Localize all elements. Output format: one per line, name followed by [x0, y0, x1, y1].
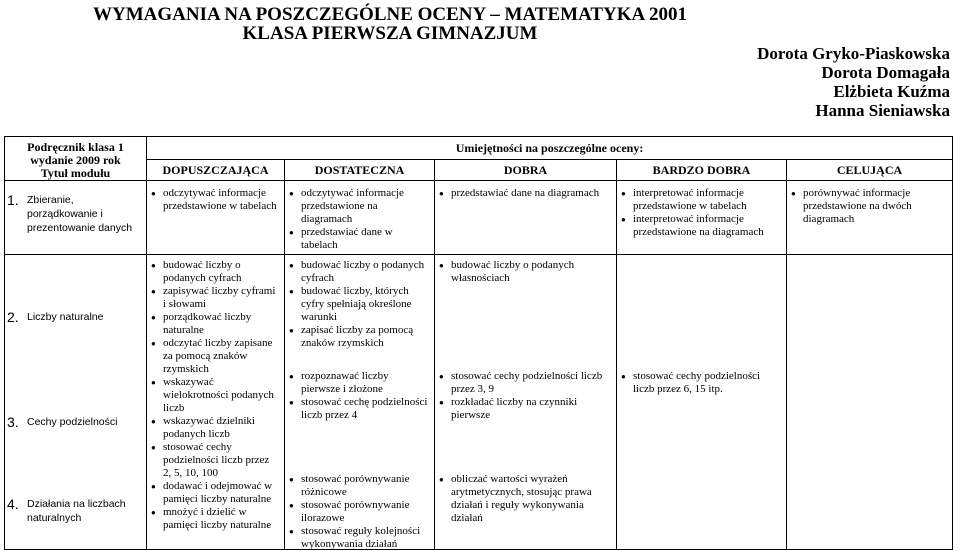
requirement-item: ● stosować reguły kolejności wykonywania działań — [287, 525, 430, 551]
module-name: Liczby naturalne — [27, 311, 104, 323]
module-name: Działania na liczbach naturalnych — [27, 498, 126, 524]
requirement-item: ● stosować porównywanie różnicowe — [287, 473, 430, 499]
requirement-item: ● stosować cechy podzielności liczb przez 6, 15 itp. — [619, 370, 782, 396]
requirement-item: ● odczytywać informacje przedstawione w tabelach — [149, 187, 280, 213]
module-cell — [5, 255, 147, 550]
requirements-cell — [147, 181, 285, 255]
topic-cechy-podzielnosci — [7, 415, 117, 430]
module-number: 1. — [7, 192, 19, 208]
module-name: Zbieranie, porządkowanie i prezentowanie danych — [27, 194, 133, 234]
requirement-item: ● dodawać i odejmować w pamięci liczby naturalne — [149, 480, 280, 506]
topic-dzialania — [7, 497, 137, 525]
requirement-item: ● interpretować informacje przedstawione na diagramach — [619, 213, 782, 239]
author: Dorota Domagała — [821, 63, 950, 82]
requirements-cell — [787, 255, 953, 550]
requirements-cell — [285, 255, 435, 550]
requirement-item: ● zapisywać liczby cyframi i słowami — [149, 285, 280, 311]
module-name: Cechy podzielności — [27, 416, 118, 428]
requirements-cell — [435, 255, 617, 550]
author: Elżbieta Kuźma — [833, 82, 950, 101]
requirements-cell — [787, 181, 953, 255]
requirement-item: ● budować liczby, których cyfry spełniają określone warunki — [287, 285, 430, 324]
requirement-item: ● obliczać wartości wyrażeń arytmetycznych, stosując prawa działań i reguły wykonywania działań — [437, 473, 612, 525]
grade-header-dostateczna: DOSTATECZNA — [285, 160, 435, 181]
grade-header-dopuszczajaca: DOPUSZCZAJĄCA — [147, 160, 285, 181]
requirement-item: ● budować liczby o podanych cyfrach — [149, 259, 280, 285]
module-number: 2. — [7, 309, 19, 325]
requirements-cell — [435, 181, 617, 255]
requirement-item: ● stosować cechy podzielności liczb przez 2, 5, 10, 100 — [149, 441, 280, 480]
requirements-cell — [285, 181, 435, 255]
requirement-item: ● budować liczby o podanych własnościach — [437, 259, 612, 285]
requirement-item: ● porównywać informacje przedstawione na dwóch diagramach — [789, 187, 948, 226]
requirement-item: ● interpretować informacje przedstawione w tabelach — [619, 187, 782, 213]
grade-header-celujaca: CELUJĄCA — [787, 160, 953, 181]
module-header — [5, 137, 147, 181]
requirement-item: ● stosować cechę podzielności liczb przez 4 — [287, 396, 430, 422]
requirement-item: ● wskazywać wielokrotności podanych liczb — [149, 376, 280, 415]
module-cell — [5, 181, 147, 255]
requirement-item: ● wskazywać dzielniki podanych liczb — [149, 415, 280, 441]
author: Dorota Gryko-Piaskowska — [757, 44, 950, 63]
requirements-cell — [617, 255, 787, 550]
requirement-item: ● mnożyć i dzielić w pamięci liczby naturalne — [149, 506, 280, 532]
author: Hanna Sieniawska — [815, 101, 950, 120]
edition-label: wydanie 2009 rok — [30, 153, 121, 167]
document-subtitle: KLASA PIERWSZA GIMNAZJUM — [242, 23, 538, 44]
grade-header-dobra: DOBRA — [435, 160, 617, 181]
requirement-item: ● porządkować liczby naturalne — [149, 311, 280, 337]
requirement-item: ● budować liczby o podanych cyfrach — [287, 259, 430, 285]
requirement-item: ● rozpoznawać liczby pierwsze i złożone — [287, 370, 430, 396]
topic-liczby-naturalne — [7, 310, 103, 325]
module-title-label: Tytuł modułu — [40, 166, 111, 180]
requirement-item: ● stosować porównywanie ilorazowe — [287, 499, 430, 525]
requirements-cell — [617, 181, 787, 255]
textbook-label: Podręcznik klasa 1 — [27, 140, 124, 154]
requirement-item: ● zapisać liczby za pomocą znaków rzymskich — [287, 324, 430, 350]
requirements-table — [4, 136, 953, 550]
authors-list — [757, 44, 950, 120]
requirement-item: ● odczytywać informacje przedstawione na diagramach — [287, 187, 430, 226]
grade-header-bardzo-dobra: BARDZO DOBRA — [617, 160, 787, 181]
requirement-item: ● przedstawiać dane w tabelach — [287, 226, 430, 252]
skills-header: Umiejętności na poszczególne oceny: — [147, 137, 953, 160]
module-number: 3. — [7, 414, 19, 430]
requirement-item: ● odczytać liczby zapisane za pomocą znaków rzymskich — [149, 337, 280, 376]
requirement-item: ● przedstawiać dane na diagramach — [437, 187, 612, 200]
module-number: 4. — [7, 496, 19, 512]
requirements-cell — [147, 255, 285, 550]
requirement-item: ● rozkładać liczby na czynniki pierwsze — [437, 396, 612, 422]
document-title: WYMAGANIA NA POSZCZEGÓLNE OCENY – MATEMATYKA 2001 — [93, 4, 687, 25]
requirement-item: ● stosować cechy podzielności liczb przez 3, 9 — [437, 370, 612, 396]
